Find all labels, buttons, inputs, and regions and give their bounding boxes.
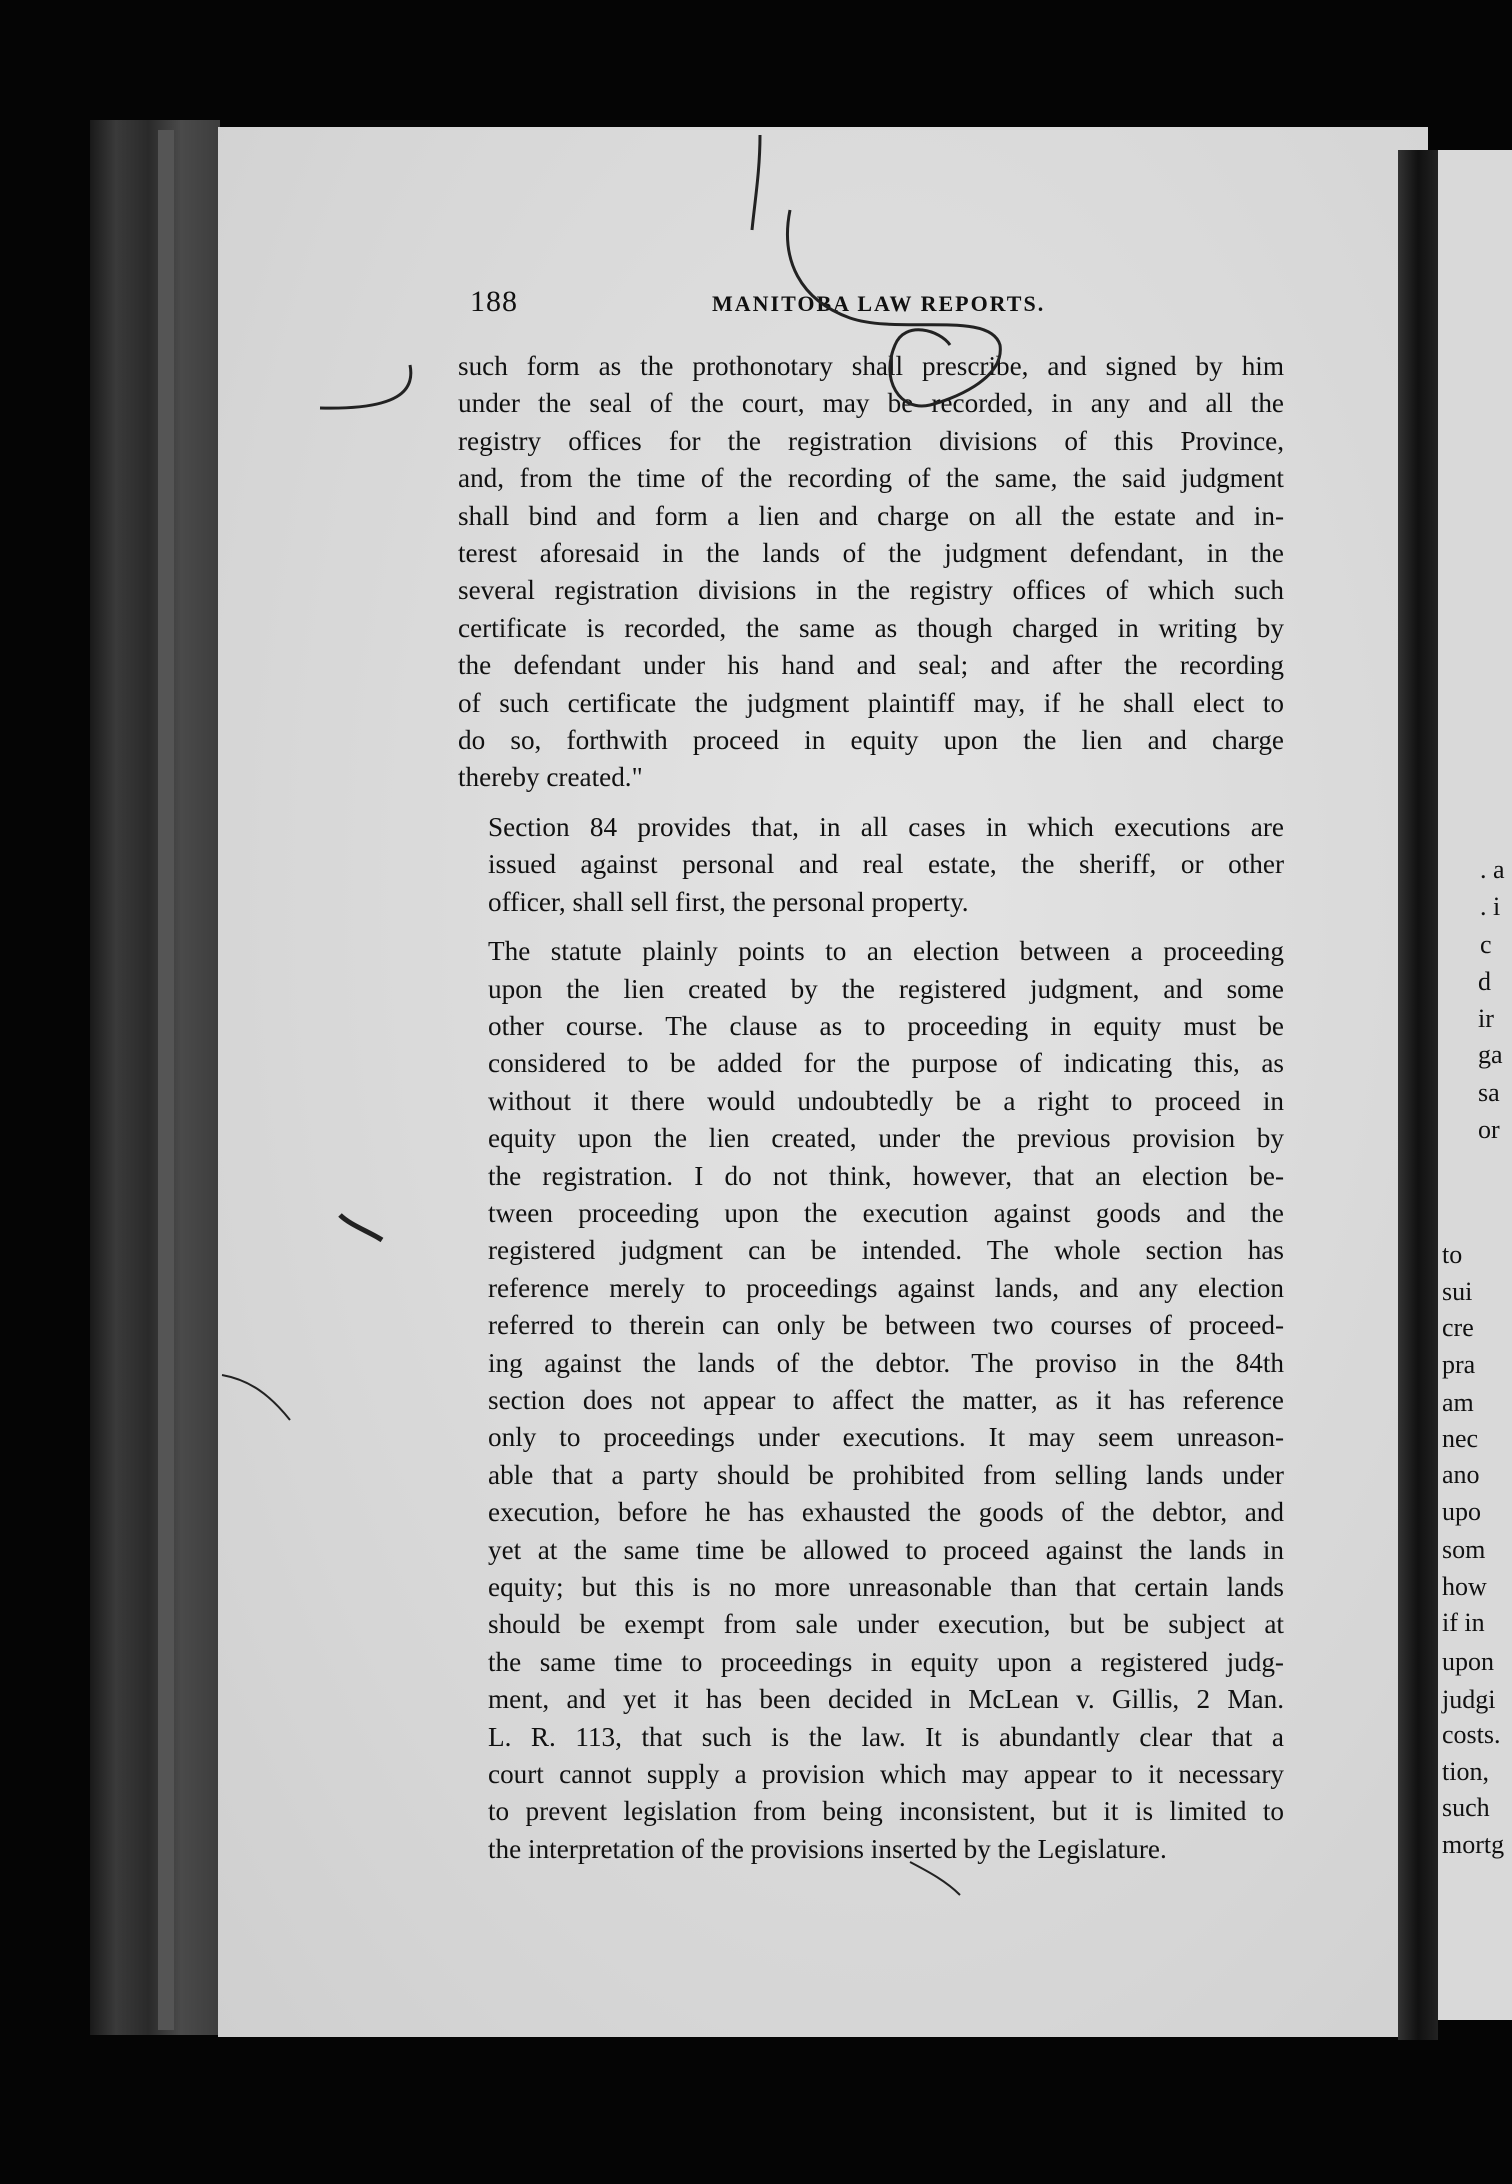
facing-page-fragment: ano: [1442, 1460, 1480, 1489]
facing-page-fragment: how: [1442, 1572, 1487, 1601]
text-line: and, from the time of the recording of the same, the said judgment: [458, 463, 1284, 494]
facing-page-fragment: such: [1442, 1793, 1490, 1822]
text-line: officer, shall sell first, the personal property.: [488, 886, 969, 917]
text-line: the defendant under his hand and seal; and after the recording: [458, 650, 1284, 681]
facing-page-fragment: ir: [1478, 1004, 1494, 1033]
text-line: able that a party should be prohibited from selling lands under: [488, 1459, 1284, 1490]
facing-page-fragment: som: [1442, 1535, 1486, 1564]
facing-page-fragment: to: [1442, 1240, 1463, 1269]
text-line: registry offices for the registration divisions of this Province,: [458, 425, 1284, 456]
facing-page-fragment: . a: [1480, 855, 1505, 884]
facing-page-fragment: ga: [1478, 1040, 1503, 1069]
text-line: yet at the same time be allowed to proceed against the lands in: [488, 1534, 1284, 1565]
facing-page-fragment: pra: [1442, 1350, 1476, 1379]
text-line: the same time to proceedings in equity upon a registered judg-: [488, 1646, 1284, 1677]
text-line: several registration divisions in the registry offices of which such: [458, 575, 1284, 606]
text-line: the interpretation of the provisions inserted by the Legislature.: [488, 1833, 1167, 1864]
text-line: shall bind and form a lien and charge on all the estate and in-: [458, 500, 1284, 531]
facing-page-fragment: c: [1480, 930, 1492, 959]
text-line: court cannot supply a provision which may appear to it necessary: [488, 1759, 1284, 1790]
text-line: such form as the prothonotary shall prescribe, and signed by him: [458, 351, 1284, 381]
facing-page-fragment: upon: [1442, 1647, 1494, 1676]
text-line: the registration. I do not think, however, that an election be-: [488, 1160, 1284, 1191]
text-line: Section 84 provides that, in all cases in which executions are: [488, 811, 1284, 842]
facing-page-fragment: upo: [1442, 1497, 1481, 1526]
facing-page-fragment: if in: [1442, 1608, 1485, 1637]
facing-page-fragment: . i: [1480, 892, 1501, 921]
facing-page-fragment: sa: [1478, 1078, 1500, 1107]
text-line: only to proceedings under executions. It may seem unreason-: [488, 1422, 1284, 1453]
facing-page-fragment: tion,: [1442, 1757, 1489, 1786]
facing-page-fragment: cre: [1442, 1313, 1474, 1342]
text-line: under the seal of the court, may be recorded, in any and all the: [458, 388, 1284, 419]
text-line: do so, forthwith proceed in equity upon the lien and charge: [458, 725, 1284, 756]
text-line: to prevent legislation from being inconsistent, but it is limited to: [488, 1796, 1284, 1827]
page-number: 188: [470, 285, 518, 318]
text-line: equity; but this is no more unreasonable than that certain lands: [488, 1572, 1284, 1602]
running-head: MANITOBA LAW REPORTS.: [712, 291, 1046, 316]
facing-page-fragment: judgi: [1442, 1685, 1496, 1714]
text-line: The statute plainly points to an election between a proceeding: [488, 936, 1284, 967]
facing-page-fragment: am: [1442, 1388, 1474, 1417]
text-line: issued against personal and real estate, the sheriff, or other: [488, 849, 1284, 880]
facing-page-fragment: or: [1478, 1115, 1500, 1144]
text-line: upon the lien created by the registered judgment, and some: [488, 973, 1284, 1004]
text-line: thereby created.": [458, 762, 643, 793]
text-line: ment, and yet it has been decided in McLean v. Gillis, 2 Man.: [488, 1684, 1284, 1715]
text-line: should be exempt from sale under execution, but be subject at: [488, 1609, 1284, 1640]
facing-page-fragment: costs.: [1442, 1720, 1501, 1749]
text-line: equity upon the lien created, under the previous provision by: [488, 1123, 1284, 1154]
facing-page-fragment: d: [1478, 967, 1491, 996]
text-line: ing against the lands of the debtor. The proviso in the 84th: [488, 1347, 1284, 1378]
text-line: of such certificate the judgment plaintiff may, if he shall elect to: [458, 687, 1284, 718]
text-line: reference merely to proceedings against lands, and any election: [488, 1272, 1284, 1303]
facing-page-fragment: nec: [1442, 1424, 1479, 1453]
text-line: tween proceeding upon the execution against goods and the: [488, 1197, 1284, 1228]
text-line: other course. The clause as to proceeding in equity must be: [488, 1010, 1284, 1041]
facing-page-fragment: mortg: [1442, 1830, 1505, 1859]
text-line: terest aforesaid in the lands of the judgment defendant, in the: [458, 538, 1284, 569]
facing-page-fragment: sui: [1442, 1277, 1473, 1306]
text-line: referred to therein can only be between two courses of proceed-: [488, 1310, 1284, 1341]
text-line: execution, before he has exhausted the goods of the debtor, and: [488, 1497, 1284, 1528]
text-line: registered judgment can be intended. The whole section has: [488, 1235, 1284, 1266]
text-line: section does not appear to affect the matter, as it has reference: [488, 1384, 1284, 1415]
text-line: L. R. 113, that such is the law. It is abundantly clear that a: [488, 1721, 1284, 1752]
text-line: without it there would undoubtedly be a right to proceed in: [488, 1085, 1284, 1116]
text-line: certificate is recorded, the same as though charged in writing by: [458, 612, 1284, 643]
text-line: considered to be added for the purpose of indicating this, as: [488, 1048, 1284, 1079]
